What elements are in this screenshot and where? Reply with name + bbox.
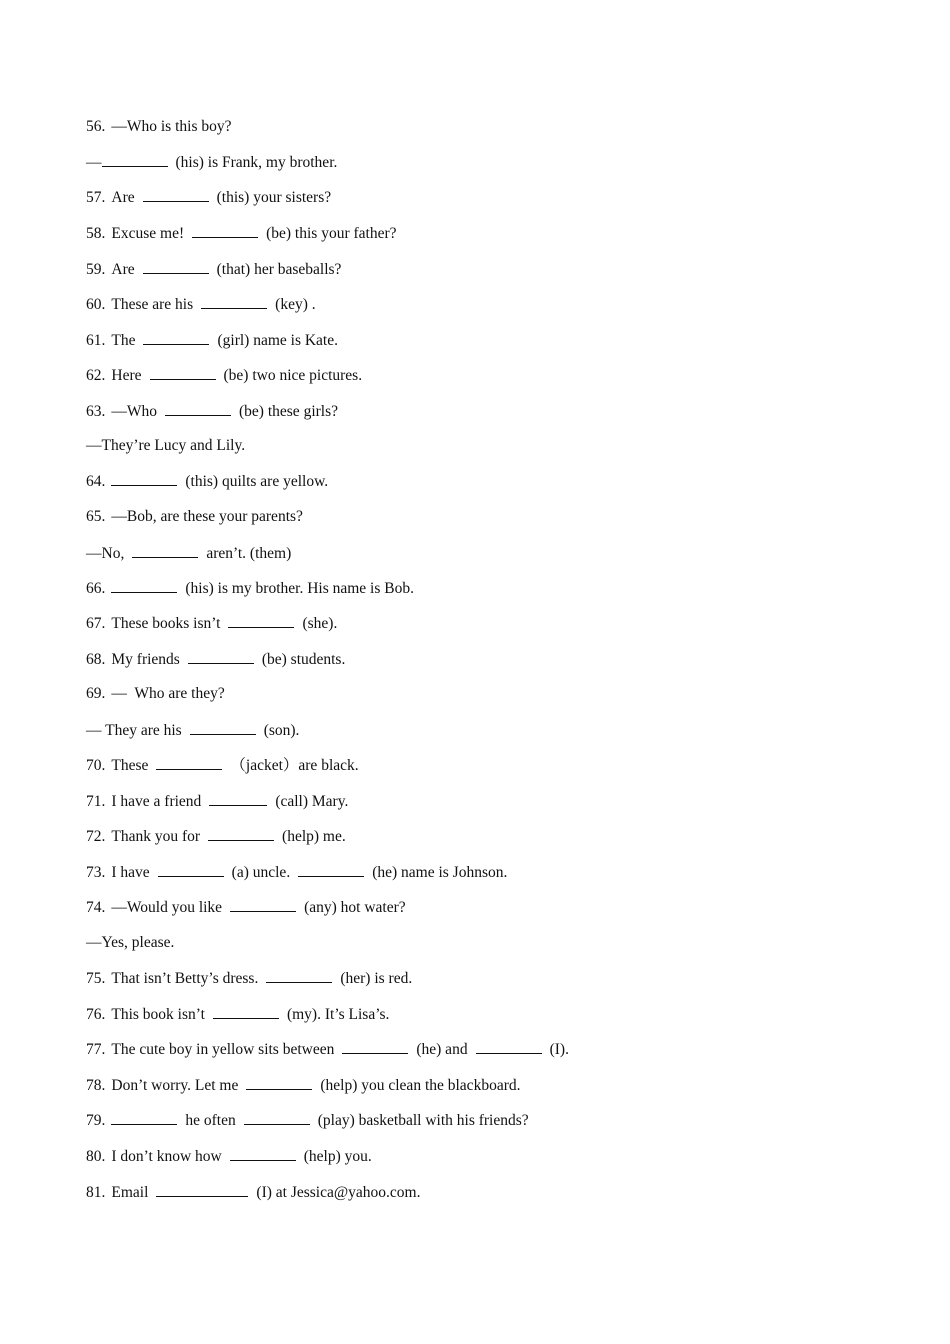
question-number: 72. [86,828,106,845]
question-text: (girl) name is Kate. [217,332,338,349]
question-text: —Bob, are these your parents? [111,508,303,525]
question-text: (help) me. [282,828,346,845]
question-number: 74. [86,899,106,916]
question-81 [86,1182,420,1203]
question-text: (I) at Jessica@yahoo.com. [256,1184,421,1201]
question-text: —No, [86,545,125,562]
answer-blank[interactable] [208,826,274,841]
answer-blank[interactable] [213,1004,279,1019]
answer-blank[interactable] [266,968,332,983]
question-text: (be) this your father? [266,225,397,242]
answer-blank[interactable] [342,1039,408,1054]
question-text: (be) two nice pictures. [223,367,363,384]
question-text: (his) is Frank, my brother. [175,154,338,171]
question-57 [86,187,331,208]
question-text: (he) name is Johnson. [372,864,508,881]
question-text: Excuse me! [111,225,185,242]
question-number: 77. [86,1041,106,1058]
question-text: (help) you clean the blackboard. [320,1077,521,1094]
question-76 [86,1004,389,1025]
question-text: （jacket）are black. [230,757,359,774]
question-number: 70. [86,757,106,774]
answer-blank[interactable] [246,1075,312,1090]
question-number: 69. [86,685,106,702]
question-text: (son). [263,722,300,739]
question-text: (play) basketball with his friends? [317,1112,529,1129]
answer-blank[interactable] [111,1110,177,1125]
question-70 [86,755,359,776]
answer-blank[interactable] [190,720,256,735]
question-number: 75. [86,970,106,987]
question-text: (my). It’s Lisa’s. [286,1006,390,1023]
answer-blank[interactable] [165,401,231,416]
question-text: —Would you like [111,899,223,916]
answer-blank[interactable] [201,294,267,309]
question-text: he often [185,1112,236,1129]
answer-blank[interactable] [143,187,209,202]
question-text: Are [111,189,135,206]
answer-blank[interactable] [192,223,258,238]
question-65-reply [86,543,291,564]
question-80 [86,1146,372,1167]
answer-blank[interactable] [230,1146,296,1161]
question-text: Email [111,1184,149,1201]
question-text: aren’t. (them) [206,545,292,562]
question-text: (be) these girls? [239,403,339,420]
question-text: —They’re Lucy and Lily. [86,437,246,454]
answer-blank[interactable] [111,578,177,593]
question-text: (his) is my brother. His name is Bob. [185,580,414,597]
question-59 [86,259,341,280]
answer-blank[interactable] [188,649,254,664]
question-56 [86,117,232,137]
question-number: 79. [86,1112,106,1129]
question-text: Thank you for [111,828,201,845]
question-71 [86,791,348,812]
question-68 [86,649,345,670]
answer-blank[interactable] [476,1039,542,1054]
question-number: 62. [86,367,106,384]
question-text: This book isn’t [111,1006,205,1023]
question-number: 71. [86,793,106,810]
question-67 [86,613,337,634]
answer-blank[interactable] [230,897,296,912]
answer-blank[interactable] [102,152,168,167]
question-text: —Who [111,403,158,420]
question-number: 78. [86,1077,106,1094]
question-number: 61. [86,332,106,349]
question-text: (help) you. [303,1148,372,1165]
question-text: Are [111,261,135,278]
question-79 [86,1110,529,1131]
answer-blank[interactable] [111,471,177,486]
question-text: I don’t know how [111,1148,222,1165]
question-62 [86,365,362,386]
question-text: (she). [302,615,338,632]
question-number: 73. [86,864,106,881]
dash: — [86,154,102,171]
answer-blank[interactable] [150,365,216,380]
question-text: Don’t worry. Let me [111,1077,239,1094]
answer-blank[interactable] [298,862,364,877]
question-text: (a) uncle. [231,864,291,881]
question-69-reply [86,720,299,741]
question-text: These books isn’t [111,615,221,632]
answer-blank[interactable] [228,613,294,628]
question-text: That isn’t Betty’s dress. [111,970,259,987]
question-text: I have a friend [111,793,202,810]
question-text: — Who are they? [111,685,225,702]
question-text: (this) quilts are yellow. [185,473,329,490]
question-number: 59. [86,261,106,278]
question-text: The cute boy in yellow sits between [111,1041,335,1058]
question-text: (he) and [416,1041,468,1058]
question-65 [86,507,303,527]
question-text: (call) Mary. [275,793,349,810]
question-56-reply [86,152,337,173]
answer-blank[interactable] [132,543,198,558]
question-number: 80. [86,1148,106,1165]
answer-blank[interactable] [143,259,209,274]
answer-blank[interactable] [244,1110,310,1125]
question-number: 60. [86,296,106,313]
question-74 [86,897,406,918]
answer-blank[interactable] [143,330,209,345]
question-text: (key) . [275,296,316,313]
question-63 [86,401,338,422]
question-number: 56. [86,118,106,135]
question-63-reply [86,436,245,456]
answer-blank[interactable] [209,791,267,806]
question-text: (that) her baseballs? [216,261,342,278]
question-text: —Yes, please. [86,934,175,951]
question-text: My friends [111,651,180,668]
answer-blank[interactable] [156,1182,248,1197]
question-number: 64. [86,473,106,490]
answer-blank[interactable] [156,755,222,770]
question-number: 67. [86,615,106,632]
question-number: 81. [86,1184,106,1201]
question-61 [86,330,338,351]
question-75 [86,968,412,989]
question-number: 58. [86,225,106,242]
question-text: (be) students. [261,651,346,668]
question-text: (I). [549,1041,569,1058]
question-number: 66. [86,580,106,597]
question-text: These [111,757,149,774]
question-78 [86,1075,520,1096]
question-number: 63. [86,403,106,420]
question-text: I have [111,864,150,881]
question-text: Here [111,367,142,384]
question-text: (any) hot water? [304,899,406,916]
question-58 [86,223,397,244]
question-text: (this) your sisters? [216,189,332,206]
question-72 [86,826,346,847]
question-60 [86,294,316,315]
question-text: These are his [111,296,194,313]
question-text: The [111,332,136,349]
question-number: 65. [86,508,106,525]
question-number: 68. [86,651,106,668]
question-text: —Who is this boy? [111,118,232,135]
question-number: 57. [86,189,106,206]
question-66 [86,578,414,599]
question-69 [86,684,225,704]
question-77 [86,1039,569,1060]
question-text: (her) is red. [340,970,413,987]
question-text: — They are his [86,722,182,739]
question-number: 76. [86,1006,106,1023]
question-74-reply [86,933,174,953]
question-73 [86,862,507,883]
answer-blank[interactable] [158,862,224,877]
question-64 [86,471,328,492]
